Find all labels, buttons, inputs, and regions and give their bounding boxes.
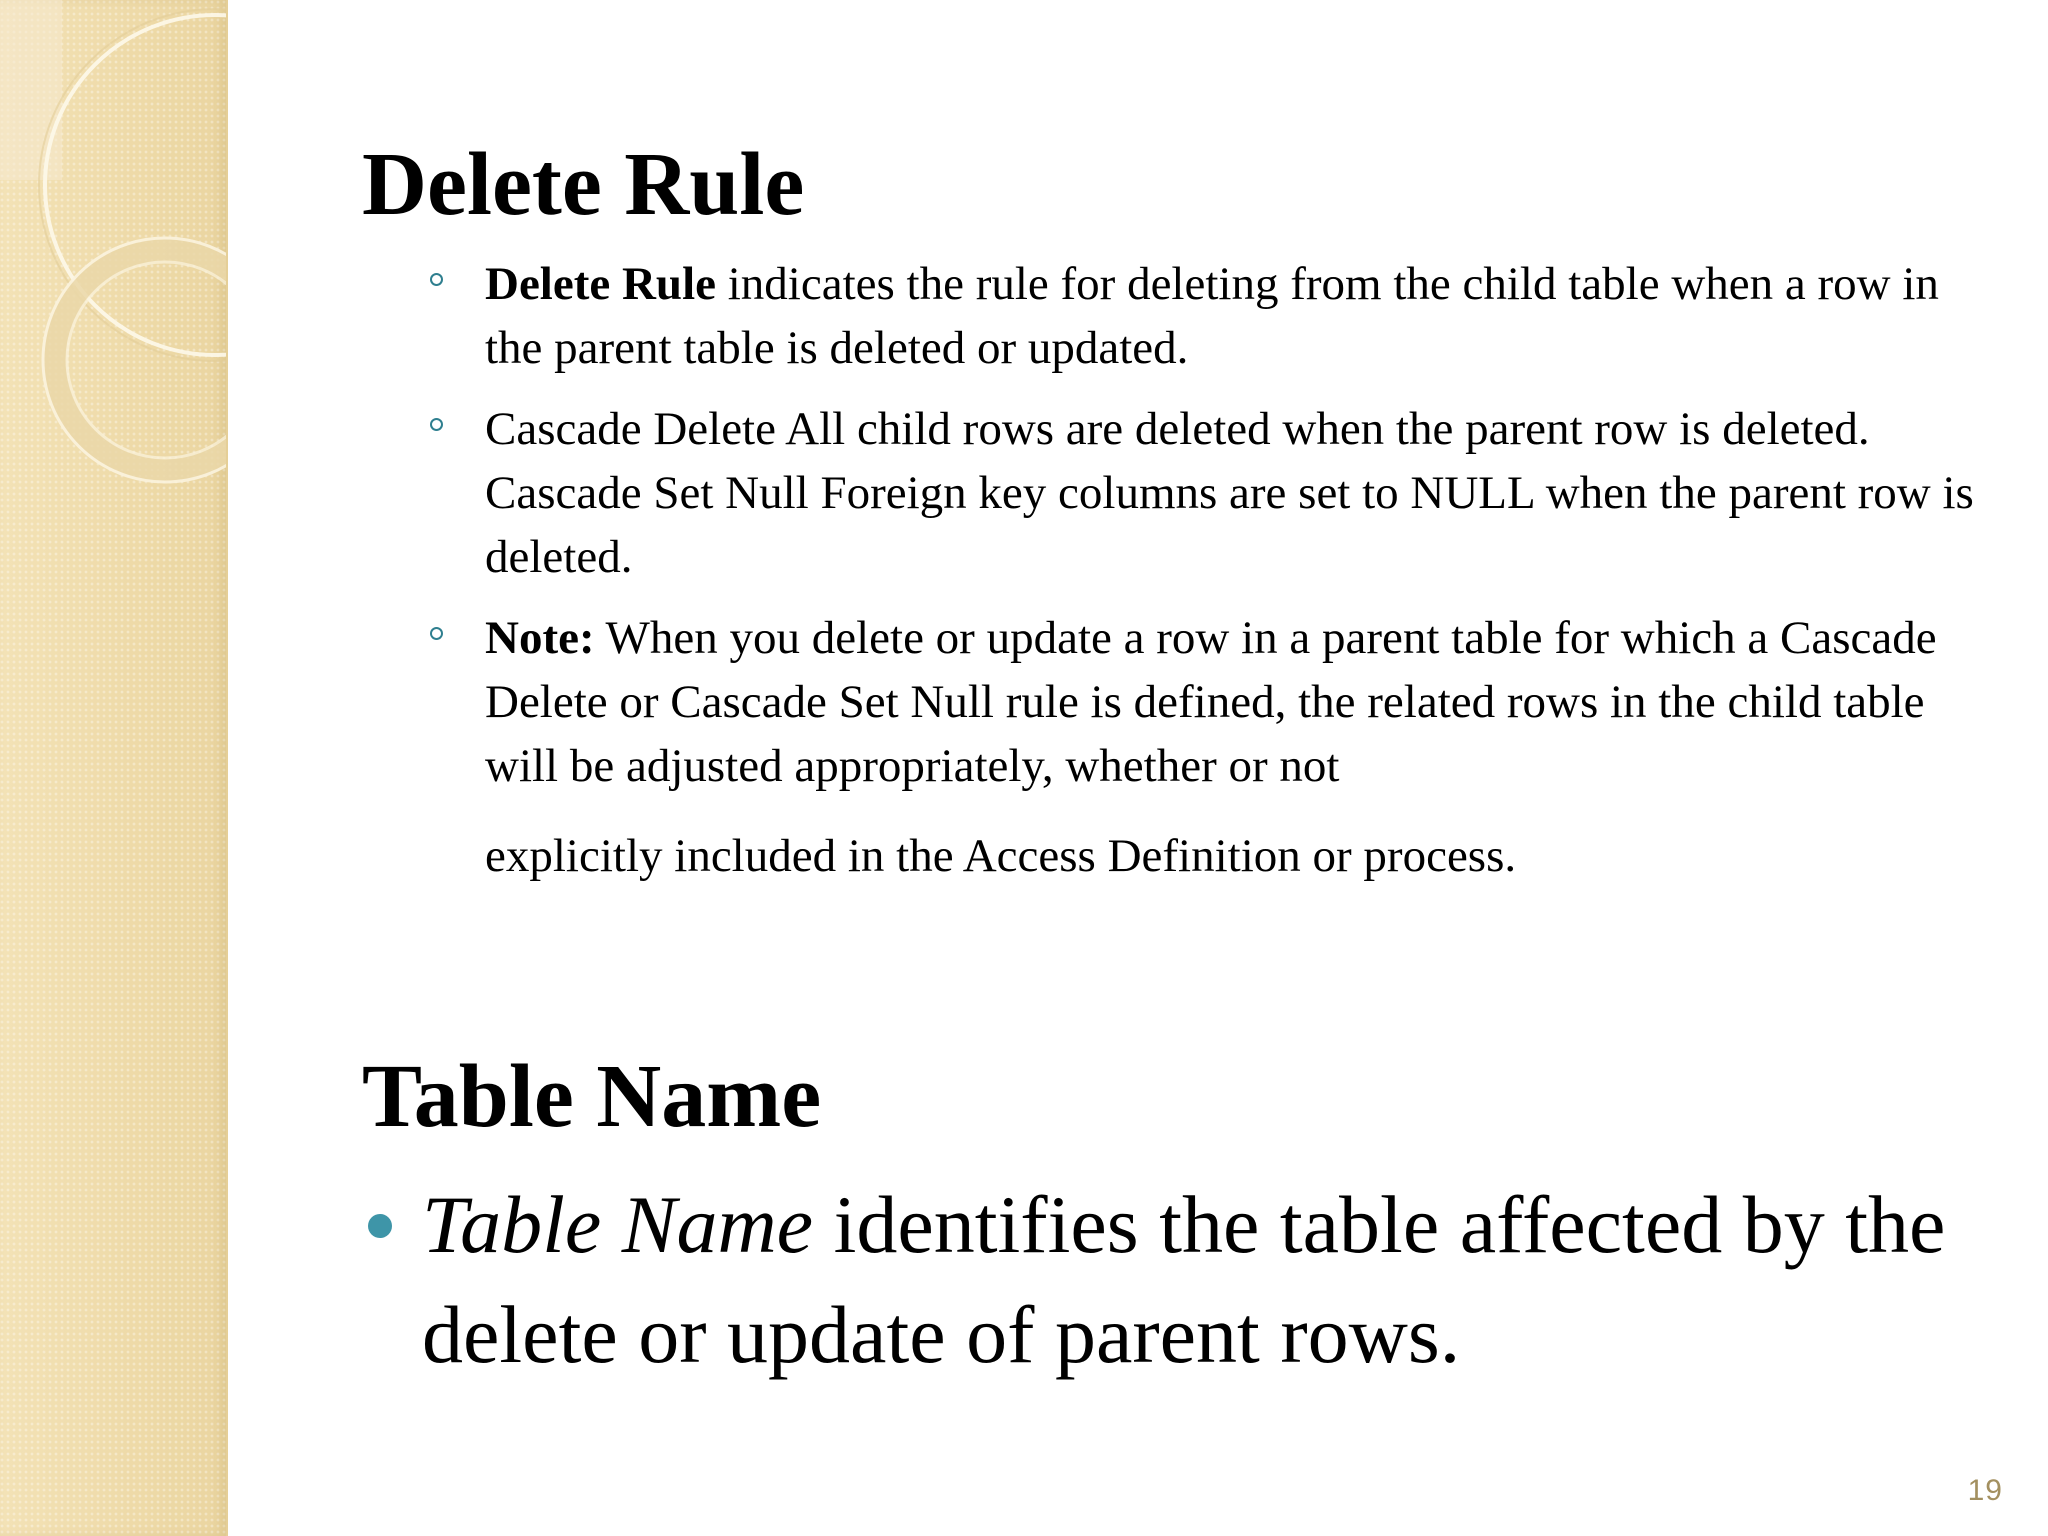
slide-title-delete-rule: Delete Rule [362,135,805,234]
bullet-cascade-rules [430,397,1990,589]
page-number: 19 [1967,1474,2003,1507]
bullet-table-name-definition [362,1170,2002,1390]
bullet-text: indicates the rule for deleting from the child table when a row in the parent table is deleted or updated. [485,258,1939,374]
hollow-circle-bullet-icon [430,418,443,431]
delete-rule-bullet-list [430,252,1990,905]
hollow-circle-bullet-icon [430,627,443,640]
bullet-text-last-line: explicitly included in the Access Definition or process. [485,830,1517,882]
filled-circle-bullet-icon [368,1214,392,1238]
hollow-circle-bullet-icon [430,273,443,286]
bullet-note [430,606,1990,888]
bullet-lead-bold: Note: [485,612,595,664]
bullet-text: Cascade Delete All child rows are deleted when the parent row is deleted. Cascade Set Null Foreign key columns are set to NULL when the parent row is deleted. [485,403,1974,583]
bullet-delete-rule-definition [430,252,1990,380]
bullet-lead-italic: Table Name [422,1179,814,1270]
bullet-text: identifies the table affected by the delete or update of parent rows. [422,1179,1946,1380]
slide-title-table-name: Table Name [362,1047,822,1146]
table-name-bullet-list [362,1170,2002,1390]
bullet-text: When you delete or update a row in a parent table for which a Cascade Delete or Cascade Set Null rule is defined, the related rows in the child table will be adjusted appropriately, whether or not [485,612,1937,792]
decorative-sidebar [0,0,228,1536]
bullet-lead-bold: Delete Rule [485,258,716,310]
